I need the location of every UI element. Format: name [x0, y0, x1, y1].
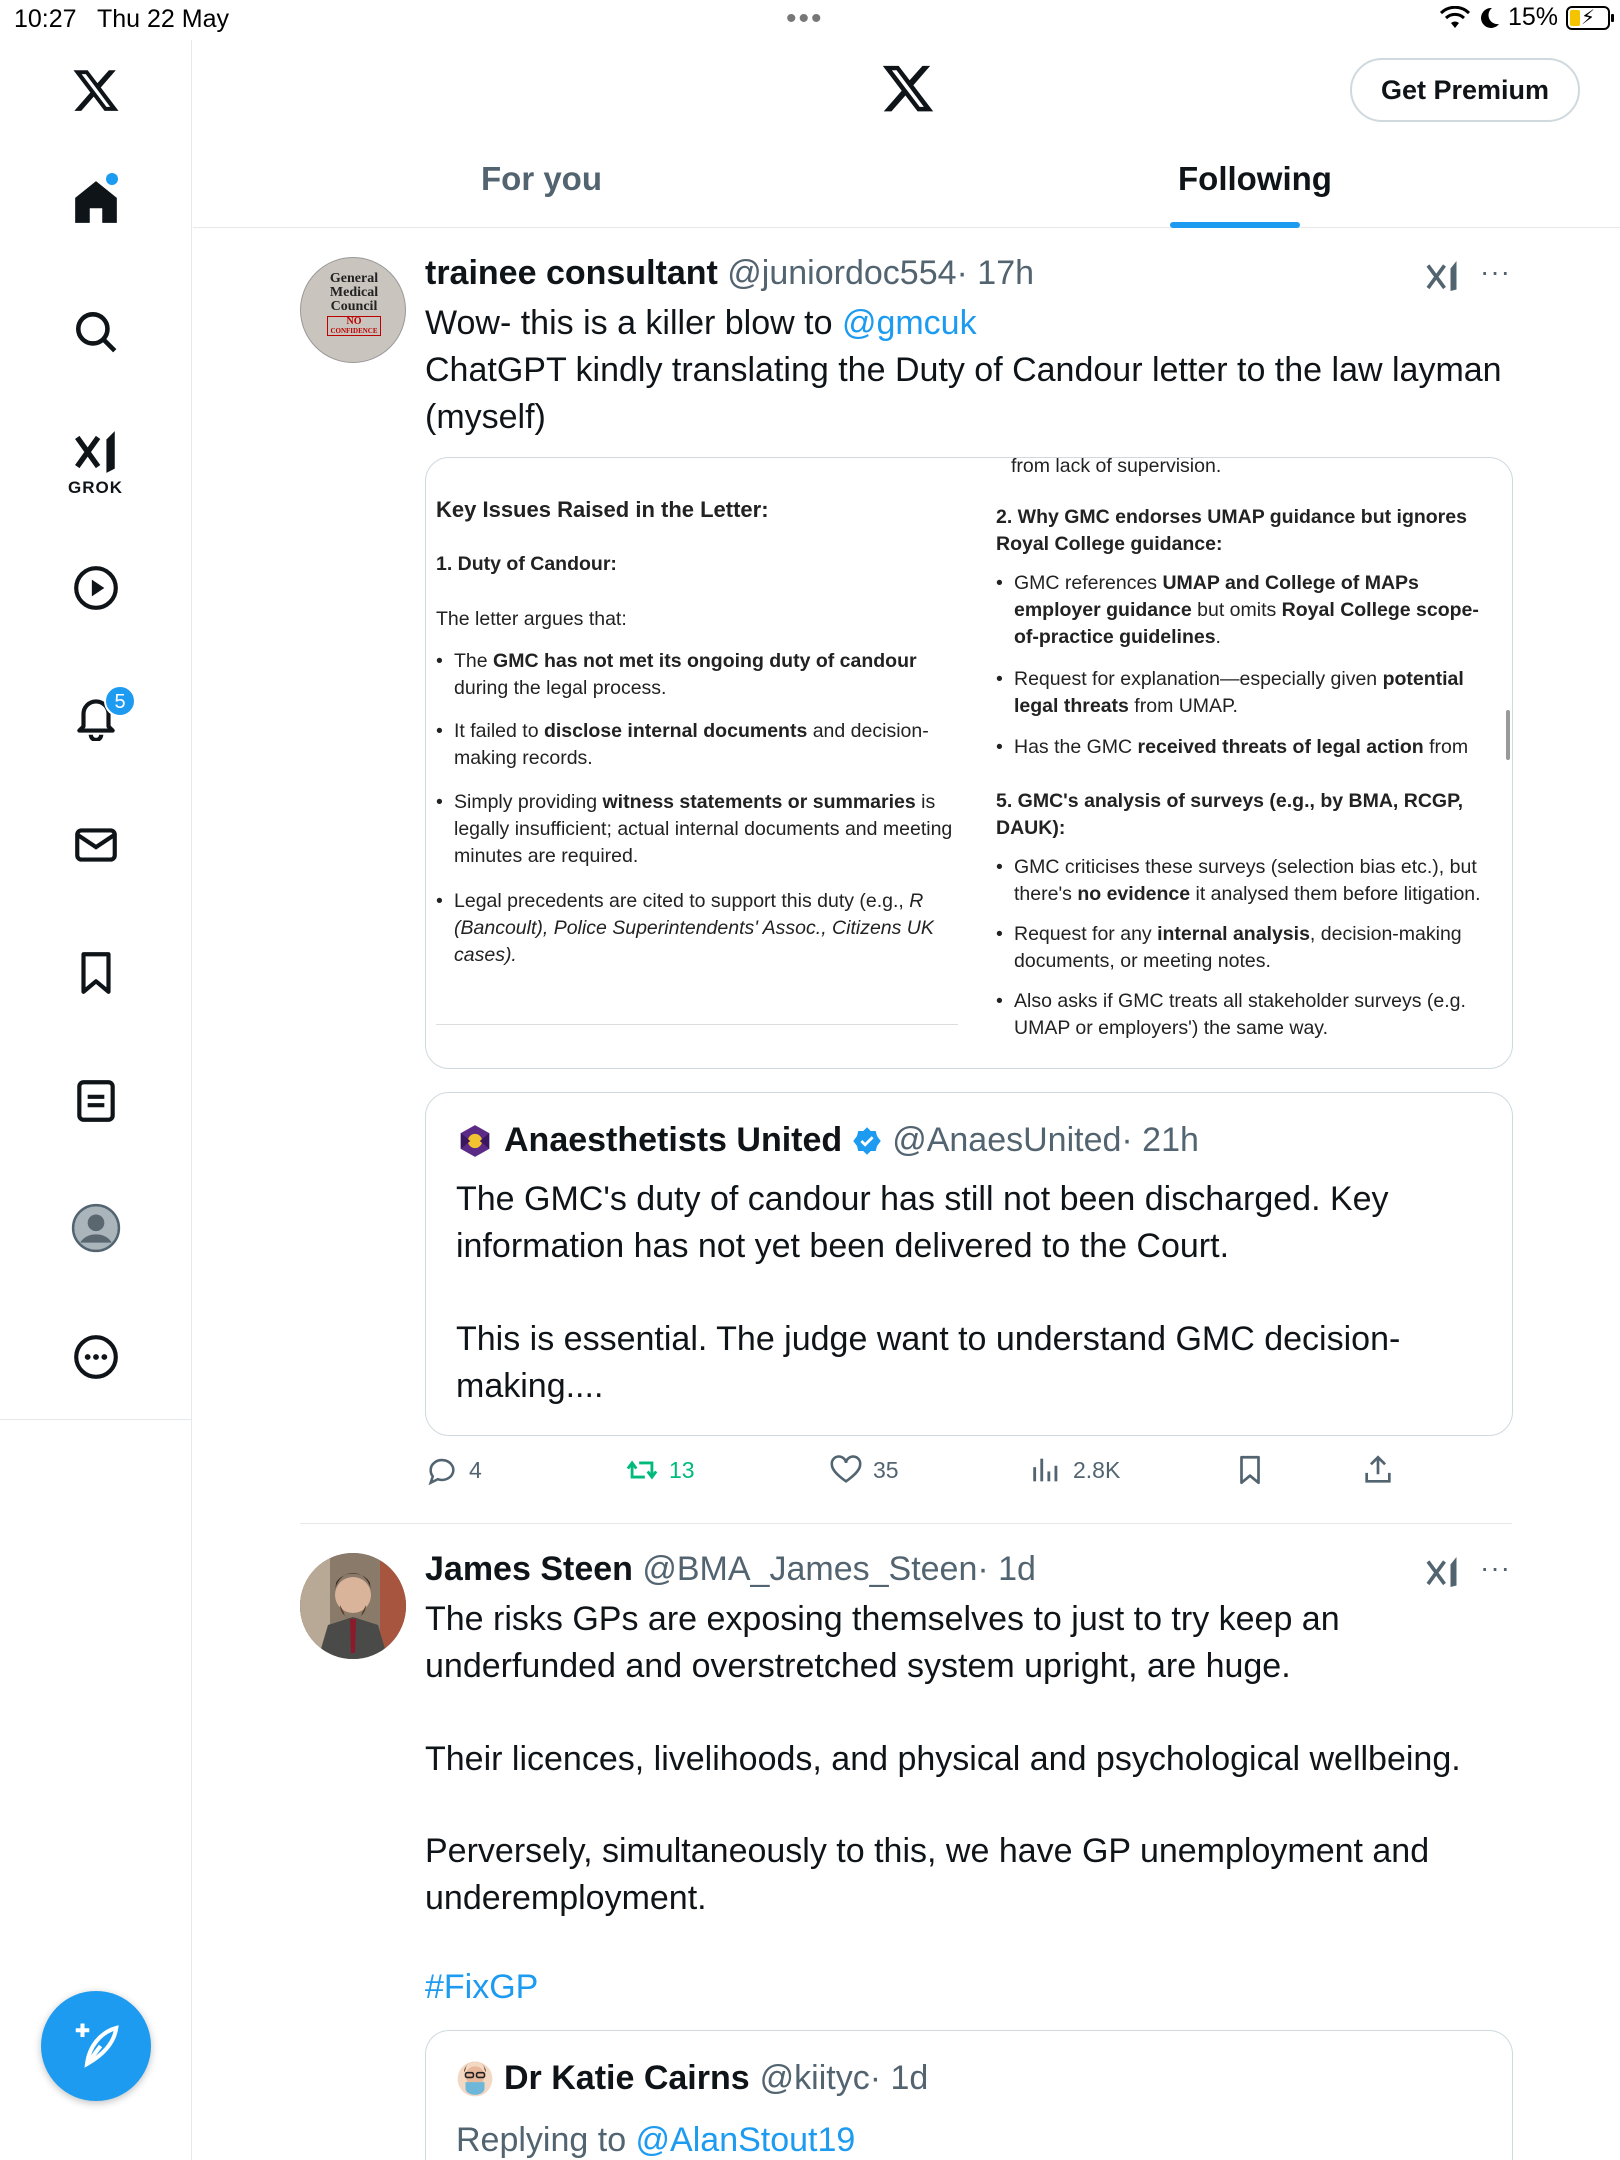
- feather-plus-icon: [69, 2019, 123, 2073]
- reply-icon: [425, 1453, 459, 1487]
- quote-author-name: Anaesthetists United: [504, 1121, 843, 1159]
- doc-bullet: [996, 921, 1496, 975]
- tab-for-you[interactable]: For you: [481, 160, 602, 197]
- doc-scrollbar: [1506, 710, 1510, 760]
- grok-explain-icon[interactable]: [1425, 258, 1461, 294]
- tweet1-handle[interactable]: @juniordoc554: [727, 254, 957, 292]
- verified-badge-icon: [852, 1126, 882, 1156]
- quote-time: · 21h: [1121, 1121, 1199, 1159]
- quote-header: [456, 1121, 1199, 1160]
- tweet2-para1: The risks GPs are exposing themselves to just to try keep an underfunded and overstretched system upright, are huge.: [425, 1600, 1340, 1685]
- like-count: 35: [873, 1456, 899, 1483]
- share-button[interactable]: [1361, 1453, 1395, 1487]
- doc-left-column: [436, 496, 806, 523]
- doc-right-top: [1011, 457, 1481, 480]
- compose-post-button[interactable]: [41, 1991, 151, 2101]
- repost-button[interactable]: [625, 1453, 695, 1487]
- doc-bullet: [996, 666, 1496, 720]
- bullet-text: Also asks if GMC treats all stakeholder surveys (e.g. UMAP or employers') the same way.: [1014, 990, 1466, 1039]
- bullet-text: Request for explanation—especially given: [1014, 668, 1383, 690]
- doc-intro-block: [436, 606, 806, 633]
- bullet-text: and decision-making records.: [454, 720, 929, 769]
- moon-icon: [1478, 6, 1500, 30]
- doc-bullet: [996, 570, 1496, 651]
- like-button[interactable]: [829, 1453, 899, 1487]
- bullet-text: It failed to: [454, 720, 544, 742]
- search-icon[interactable]: [54, 290, 138, 374]
- doc-bullet: [996, 988, 1496, 1042]
- doc-heading: Key Issues Raised in the Letter:: [436, 497, 769, 522]
- bullet-text: from: [1423, 736, 1469, 758]
- home-unread-dot: [106, 173, 118, 185]
- person-photo-icon: [300, 1553, 406, 1659]
- reply-count: 4: [469, 1456, 482, 1483]
- doc-right-cut-text: from lack of supervision.: [1011, 457, 1222, 477]
- status-date: Thu 22 May: [97, 5, 230, 33]
- bookmark-button[interactable]: [1233, 1453, 1267, 1487]
- status-bar: [0, 0, 1620, 40]
- tweet2-time[interactable]: · 1d: [977, 1550, 1036, 1588]
- notification-count-badge: 5: [104, 685, 136, 717]
- doc-left-rule: [436, 1024, 958, 1025]
- bullet-bold: Royal College scope-of-practice guidelines: [1014, 599, 1479, 648]
- reply-button[interactable]: [425, 1453, 482, 1487]
- bullet-text: during the legal process.: [454, 677, 667, 699]
- video-icon[interactable]: [54, 546, 138, 630]
- quote-text-2: This is essential. The judge want to understand GMC decision-making....: [456, 1320, 1401, 1405]
- bullet-text: it analysed them before litigation.: [1190, 883, 1481, 905]
- get-premium-button[interactable]: Get Premium: [1350, 58, 1580, 122]
- avatar-text-line: Medical: [329, 285, 379, 300]
- tweet2-hashtag-link[interactable]: #FixGP: [425, 1968, 539, 2006]
- tweet2-para3: Perversely, simultaneously to this, we have GP unemployment and underemployment.: [425, 1832, 1430, 1917]
- grok-explain-icon[interactable]: [1425, 1554, 1461, 1590]
- quote2-header: [456, 2059, 928, 2098]
- bullet-text: GMC references: [1014, 572, 1163, 594]
- quote-avatar-icon: [456, 1122, 494, 1160]
- doc-bullet: [436, 789, 956, 870]
- doc-bullet: [436, 888, 956, 969]
- bullet-bold: no evidence: [1077, 883, 1191, 905]
- bullet-text: , decision-making documents, or meeting notes.: [1014, 923, 1462, 972]
- views-button[interactable]: [1029, 1453, 1120, 1487]
- doc-section-block: [436, 551, 806, 578]
- quote2-author-name: Dr Katie Cairns: [504, 2059, 750, 2097]
- repost-icon: [625, 1453, 659, 1487]
- views-count: 2.8K: [1073, 1456, 1121, 1483]
- tweet1-image[interactable]: [425, 457, 1513, 1069]
- tweet2-avatar[interactable]: [300, 1553, 406, 1659]
- tweet1-time[interactable]: · 17h: [956, 254, 1035, 292]
- avatar-text-line: General: [329, 271, 379, 286]
- doc-section-title: 1. Duty of Candour:: [436, 553, 617, 575]
- tweet1-header: [425, 254, 1034, 293]
- bookmarks-icon[interactable]: [54, 931, 138, 1015]
- views-chart-icon: [1029, 1453, 1063, 1487]
- tweet1-more-icon[interactable]: ···: [1480, 256, 1511, 287]
- doc-right-section5: [996, 788, 1476, 842]
- active-tab-indicator: [1170, 222, 1300, 228]
- doc-bullet: [996, 734, 1496, 761]
- bullet-bold: internal analysis: [1157, 923, 1310, 945]
- doc-bullet: [436, 648, 956, 702]
- tweet2-author-name[interactable]: James Steen: [425, 1550, 633, 1588]
- tweet1-text: [425, 300, 1525, 441]
- tweet1-mention-link[interactable]: @gmcuk: [841, 304, 977, 342]
- status-right: [1440, 3, 1610, 32]
- tweet1-quoted-post[interactable]: [425, 1092, 1513, 1436]
- multitasking-dots-icon[interactable]: •••: [786, 2, 824, 35]
- replying-to-link[interactable]: @AlanStout19: [635, 2121, 856, 2159]
- bullet-bold: received threats of legal action: [1137, 736, 1424, 758]
- tab-following[interactable]: Following: [1178, 160, 1332, 197]
- quote-text-1: The GMC's duty of candour has still not been discharged. Key information has not yet been delivered to the Court.: [456, 1180, 1389, 1265]
- doc-section-title: 5. GMC's analysis of surveys (e.g., by BMA, RCGP, DAUK):: [996, 790, 1464, 839]
- quote2-replying: [456, 2117, 1476, 2160]
- heart-icon: [829, 1453, 863, 1487]
- bullet-bold: potential legal threats: [1014, 668, 1464, 717]
- battery-icon: ⚡: [1566, 6, 1610, 30]
- avatar-text-line: Council: [330, 299, 378, 314]
- bullet-bold: UMAP and College of MAPs employer guidance: [1014, 572, 1419, 621]
- doc-section-title: 2. Why GMC endorses UMAP guidance but ignores Royal College guidance:: [996, 506, 1467, 555]
- avatar-stamp-line: NO: [346, 316, 362, 327]
- bullet-bold: GMC has not met its ongoing duty of candour: [493, 650, 917, 672]
- bullet-text: but omits: [1191, 599, 1282, 621]
- tweet1-text-line2: ChatGPT kindly translating the Duty of Candour letter to the law layman (myself): [425, 351, 1502, 436]
- profile-avatar-icon[interactable]: [54, 1186, 138, 1270]
- tweet1-text-line1: Wow- this is a killer blow to: [425, 304, 842, 342]
- bullet-text: Legal precedents are cited to support this duty (e.g.,: [454, 890, 910, 912]
- bullet-text: Simply providing: [454, 791, 603, 813]
- bullet-text: GMC criticises these surveys (selection bias etc.), but there's: [1014, 856, 1477, 905]
- quote-handle: @AnaesUnited: [892, 1121, 1122, 1159]
- bookmark-icon: [1233, 1453, 1267, 1487]
- sidebar-divider: [0, 1419, 192, 1420]
- doc-bullet: [996, 854, 1496, 908]
- wifi-icon: [1440, 6, 1470, 30]
- doc-bullet: [436, 718, 956, 772]
- avatar-stamp-line: CONFIDENCE: [330, 327, 378, 335]
- home-icon[interactable]: [54, 160, 138, 244]
- quote2-avatar-icon: [456, 2060, 494, 2098]
- quote2-handle: @kiityc: [759, 2059, 870, 2097]
- tweet1-actions: [425, 1453, 1425, 1499]
- tweet2-more-icon[interactable]: ···: [1480, 1552, 1511, 1583]
- bullet-text: is legally insufficient; actual internal documents and meeting minutes are required.: [454, 791, 953, 867]
- tweet-divider: [300, 1523, 1512, 1524]
- x-logo-icon[interactable]: [54, 48, 138, 132]
- status-time: 10:27: [14, 5, 77, 33]
- x-header-logo-icon[interactable]: [880, 60, 936, 116]
- bullet-bold: disclose internal documents: [543, 720, 808, 742]
- tweet2-quoted-post[interactable]: [425, 2030, 1513, 2160]
- battery-percent: 15%: [1507, 3, 1558, 31]
- messages-envelope-icon[interactable]: [54, 803, 138, 887]
- grok-label: GROK: [68, 478, 123, 497]
- share-upload-icon: [1361, 1453, 1395, 1487]
- bullet-text: Has the GMC: [1014, 736, 1138, 758]
- bullet-bold: witness statements or summaries: [602, 791, 916, 813]
- timeline-tabs: [193, 150, 1620, 228]
- bullet-text: Request for any: [1014, 923, 1158, 945]
- quote2-time: · 1d: [869, 2059, 929, 2097]
- bullet-italic: R (Bancoult), Police Superintendents' Assoc., Citizens UK cases).: [454, 890, 934, 966]
- replying-prefix: Replying to: [456, 2121, 636, 2159]
- sidebar-edge: [191, 1420, 192, 2160]
- tweet2-handle[interactable]: @BMA_James_Steen: [642, 1550, 978, 1588]
- tweet2-header: [425, 1550, 1036, 1589]
- lists-icon[interactable]: [54, 1059, 138, 1143]
- bullet-text: The: [454, 650, 494, 672]
- bullet-text: from UMAP.: [1128, 695, 1238, 717]
- doc-right-section2: [996, 504, 1476, 558]
- repost-count: 13: [669, 1456, 695, 1483]
- bullet-text: .: [1215, 626, 1221, 648]
- tweet1-avatar[interactable]: [300, 257, 406, 363]
- tweet1-author-name[interactable]: trainee consultant: [425, 254, 718, 292]
- tweet2-para2: Their licences, livelihoods, and physical and psychological wellbeing.: [425, 1740, 1461, 1778]
- more-options-icon[interactable]: [54, 1315, 138, 1399]
- doc-intro: The letter argues that:: [436, 608, 627, 630]
